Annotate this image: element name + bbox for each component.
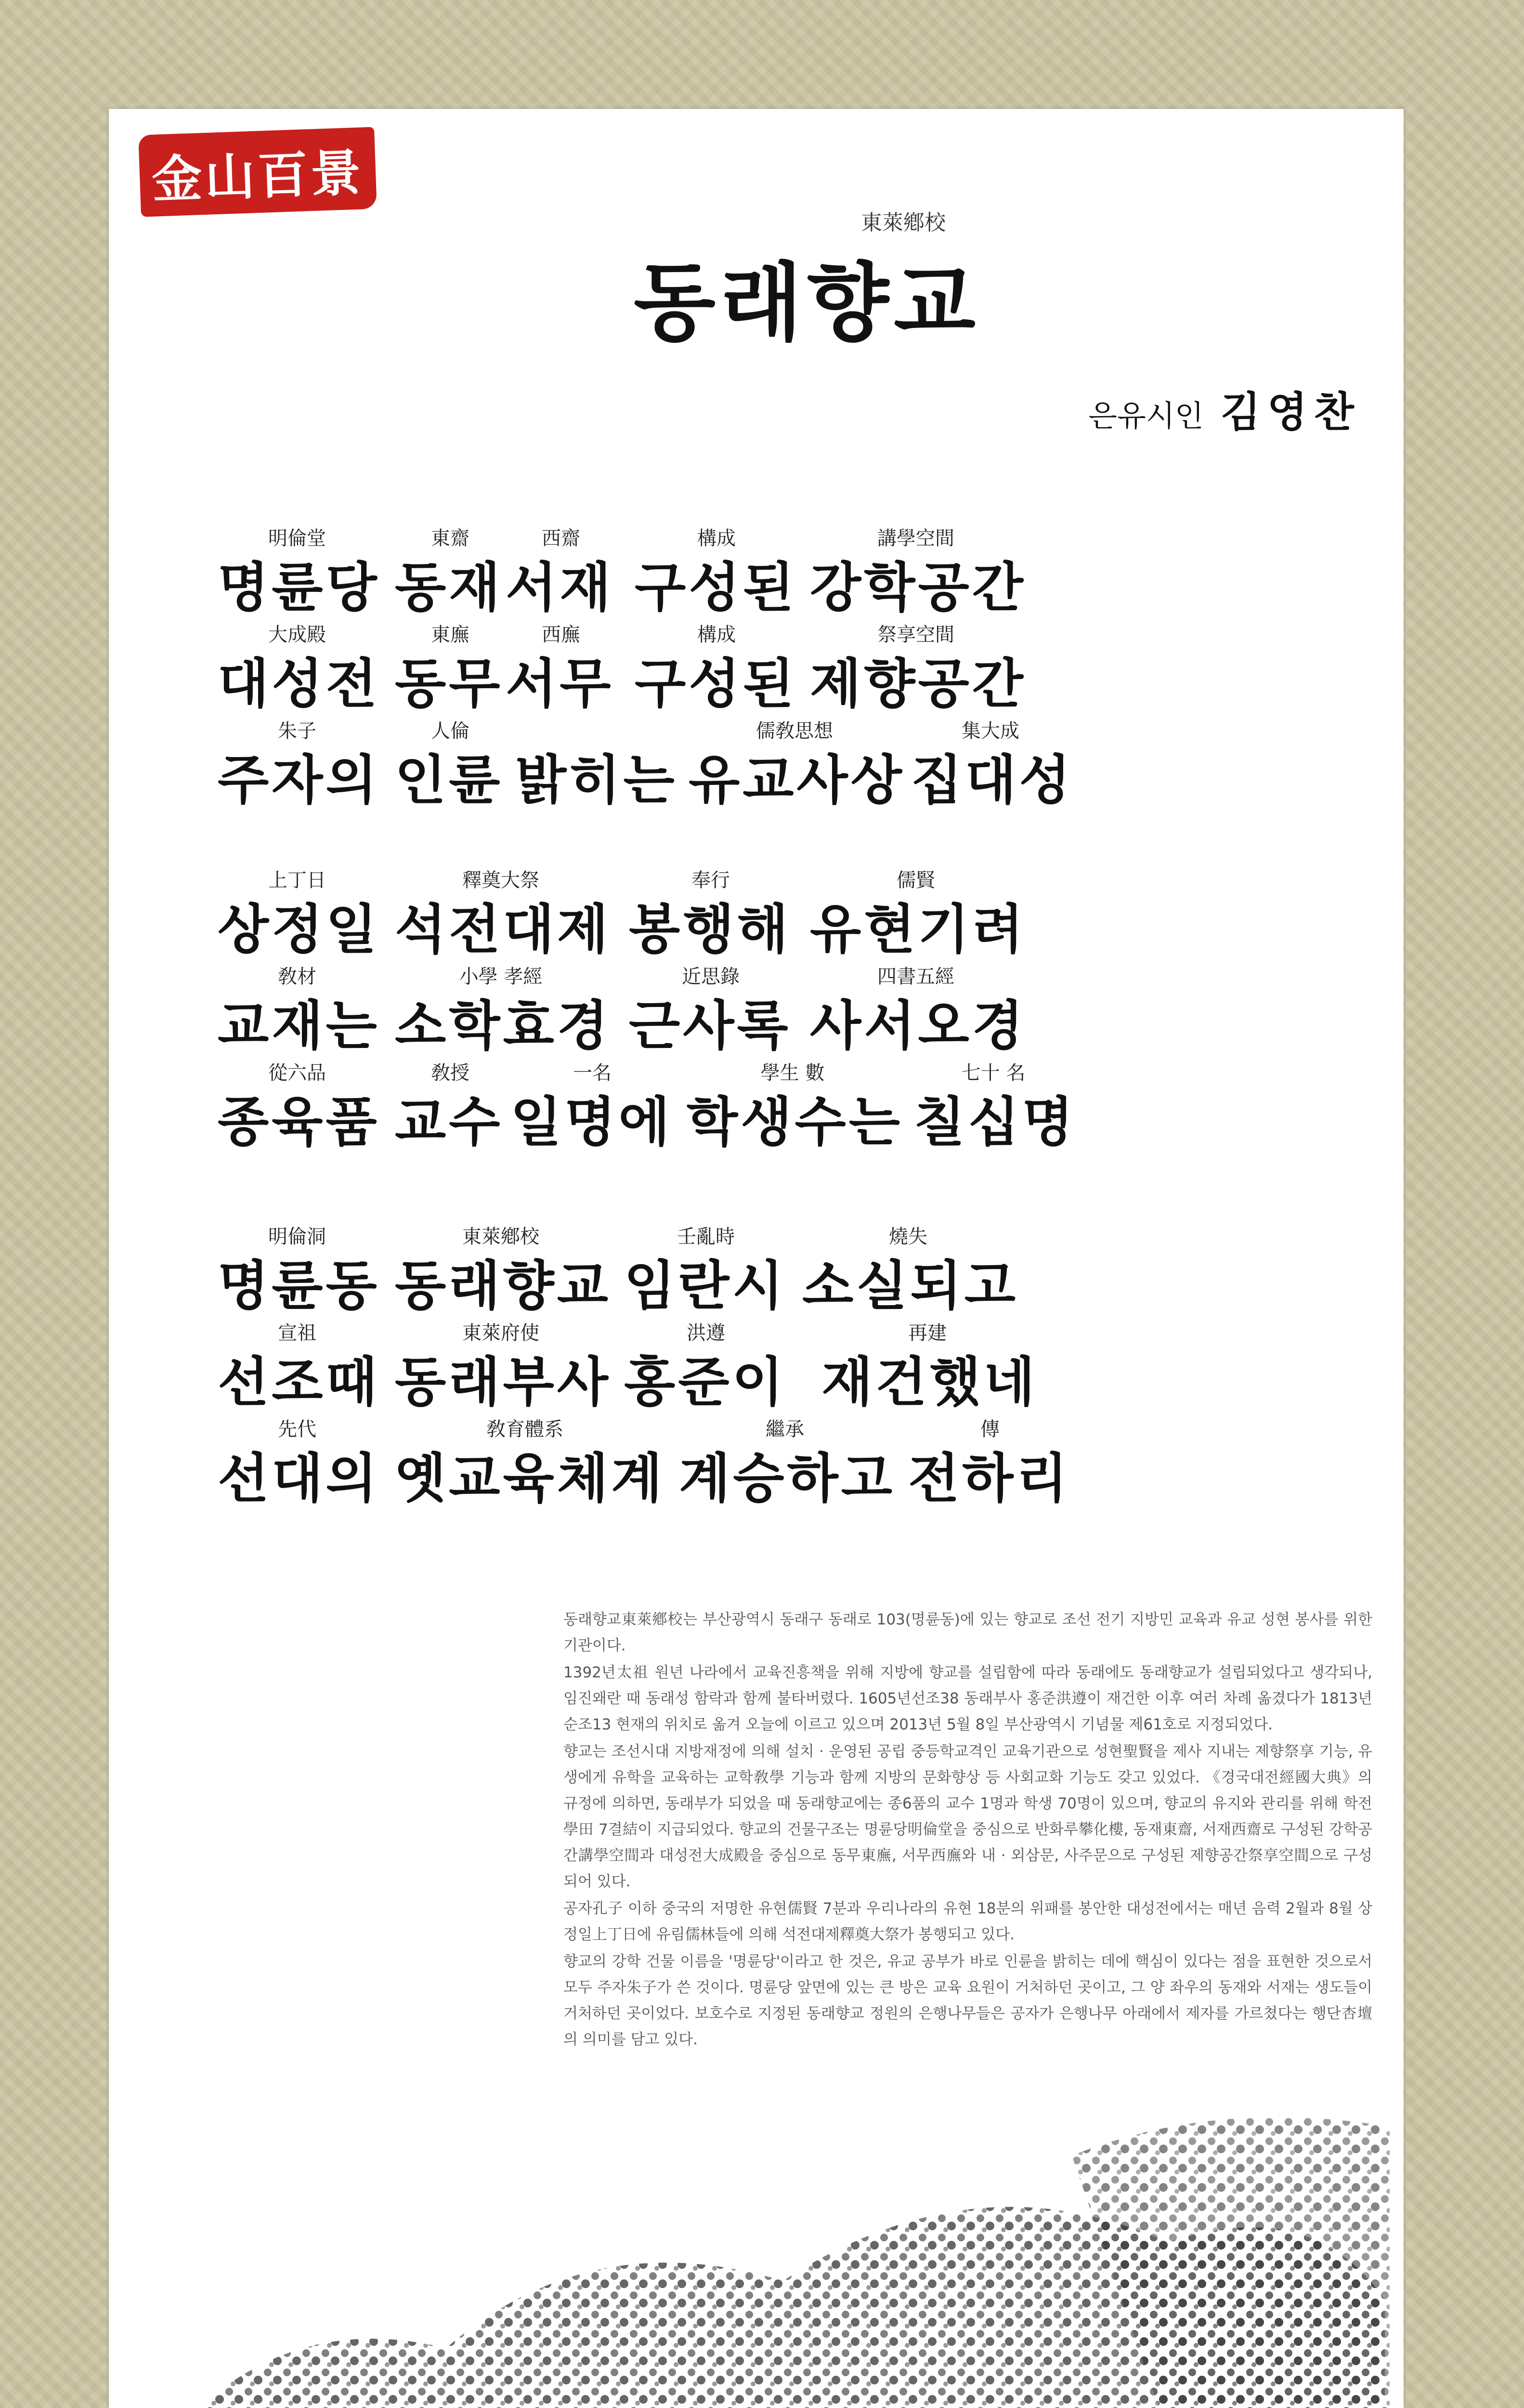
poem-line: [109, 1221, 1404, 1318]
poem-stanza-1: [109, 523, 1404, 812]
poem-word: 東齋 동재: [395, 527, 503, 618]
poem-word: 西廡 서무: [506, 624, 614, 715]
poem-word: 講學空間 강학공간: [810, 527, 1027, 618]
poem-word: 四書五經 사서오경: [810, 966, 1027, 1057]
poem-word: 近思錄 근사록: [629, 966, 791, 1057]
poem-word: 燒失 소실되고: [802, 1226, 1019, 1317]
series-logo-text: 金山百景: [151, 143, 365, 209]
poem-word: 東萊府使 동래부사: [395, 1322, 612, 1413]
poem-word: 西齋 서재: [506, 527, 614, 618]
poem-line: [109, 1414, 1404, 1510]
poem-line: [109, 523, 1404, 619]
poem-word: 敎授 교수: [395, 1062, 503, 1153]
poem-word: 明倫堂 명륜당: [218, 527, 380, 618]
hyanggyo-illustration: [109, 2098, 1404, 2408]
author-pen-name: 은유시인: [1088, 398, 1204, 433]
poem-word: 上丁日 상정일: [218, 869, 380, 960]
poem-word: 祭享空間 제향공간: [810, 624, 1027, 715]
poem-word: 先代 선대의: [218, 1418, 380, 1509]
poem-word: 洪遵 홍준이: [624, 1322, 786, 1413]
poem-word: 壬亂時 임란시: [624, 1226, 786, 1317]
poem-word: 朱子 주자의: [218, 720, 380, 811]
poem-word: 集大成 집대성: [911, 720, 1073, 811]
poem-word: 敎育體系 옛교육체계: [395, 1418, 665, 1509]
poem-line: [109, 1058, 1404, 1154]
description-paragraph: 향교의 강학 건물 이름을 '명륜당'이라고 한 것은, 유교 공부가 바로 인륜을 밝히는 데에 핵심이 있다는 점을 표현한 것으로서 모두 주자朱子가 쓴 것이다. 명륜당 앞면에 있는 큰 방은 교육 요원이 거처하던 곳이고, 그 양 좌우의 동재와 서재는 생도들이 거처하던 곳이었다. 보호수로 지정된 동래향교 정원의 은행나무들은 공자가 은행나무 아래에서 제자를 가르쳤다는 행단杏壇의 의미를 담고 있다.: [563, 1953, 1373, 2048]
series-logo: [138, 127, 377, 217]
poem-word: 奉行 봉행해: [629, 869, 791, 960]
description-paragraph: 1392년太祖 원년 나라에서 교육진흥책을 위해 지방에 향교를 설립함에 따라 동래에도 동래향교가 설립되었다고 생각되나, 임진왜란 때 동래성 함락과 함께 불타버렸다. 1605년선조38 동래부사 홍준洪遵이 재건한 이후 여러 차례 옮겼다가 1813년순조13 현재의 위치로 옮겨 오늘에 이르고 있으며 2013년 5월 8일 부산광역시 기념물 제61호로 지정되었다.: [563, 1664, 1372, 1733]
poem-line: [109, 1318, 1404, 1414]
poem-word: 學生 數 학생수는: [687, 1062, 903, 1153]
description-paragraph: 향교는 조선시대 지방재정에 의해 설치 · 운영된 공립 중등학교격인 교육기관으로 성현聖賢을 제사 지내는 제향祭享 기능, 유생에게 유학을 교육하는 교학敎學 기능과 함께 지방의 문화향상 등 사회교화 기능도 갖고 있었다. 《경국대전經國大典》의 규정에 의하면, 동래부가 되었을 때 동래향교에는 종6품의 교수 1명과 학생 70명이 있으며, 향교의 유지와 관리를 위해 학전學田 7결結이 지급되었다. 향교의 건물구조는 명륜당明倫堂을 중심으로 반화루攀化樓, 동재東齋, 서재西齋로 구성된 강학공간講學空間과 대성전大成殿을 중심으로 동무東廡, 서무西廡와 내 · 외삼문, 사주문으로 구성된 제향공간祭享空間으로 구성되어 있다.: [563, 1743, 1372, 1890]
poem-line: [109, 619, 1404, 716]
poem-word: 밝히는: [515, 749, 677, 811]
poem-word: 繼承 계승하고: [679, 1418, 896, 1509]
poem-word: 傳 전하리: [908, 1418, 1070, 1509]
description-paragraph: 공자孔子 이하 중국의 저명한 유현儒賢 7분과 우리나라의 유현 18분의 위패를 봉안한 대성전에서는 매년 음력 2월과 8월 상정일上丁日에 유림儒林들에 의해 석전대제釋奠大祭가 봉행되고 있다.: [563, 1900, 1372, 1943]
poem-word: 人倫 인륜: [395, 720, 503, 811]
poem-word: 東廡 동무: [395, 624, 503, 715]
poem-word: 從六品 종육품: [218, 1062, 380, 1153]
poem-word: 宣祖 선조때: [218, 1322, 380, 1413]
description-text: [563, 1607, 1372, 2054]
poem-line: [109, 865, 1404, 961]
description-paragraph: 동래향교東萊鄕校는 부산광역시 동래구 동래로 103(명륜동)에 있는 향교로 조선 전기 지방민 교육과 유교 성현 봉사를 위한 기관이다.: [563, 1611, 1372, 1654]
poem-word: 小學 孝經 소학효경: [395, 966, 612, 1057]
poem-word: 儒敎思想 유교사상: [689, 720, 905, 811]
poem-word: 七十 名 칠십명: [914, 1062, 1076, 1153]
poem-word: 構成 구성된: [635, 527, 797, 618]
poem-word: 構成 구성된: [635, 624, 797, 715]
page-title: 동래향교: [633, 254, 981, 353]
poem-word: 釋奠大祭 석전대제: [395, 869, 612, 960]
poem-word: 一名 일명에: [510, 1062, 673, 1153]
poem-word: 大成殿 대성전: [218, 624, 380, 715]
poem-line: [109, 961, 1404, 1058]
poem-word: 敎材 교재는: [218, 966, 380, 1057]
poem-stanza-3: [109, 1221, 1404, 1510]
title-hanja: 東萊鄕校: [861, 210, 946, 235]
poem-line: [109, 716, 1404, 812]
poster-paper: [109, 109, 1404, 2408]
author-line: [976, 379, 1361, 438]
poem-stanza-2: [109, 865, 1404, 1154]
poem-word: 再建 재건했네: [821, 1322, 1038, 1413]
author-name: 김영찬: [1220, 388, 1361, 436]
poem-word: 東萊鄕校 동래향교: [395, 1226, 612, 1317]
poem-word: 儒賢 유현기려: [810, 869, 1027, 960]
poem-word: 明倫洞 명륜동: [218, 1226, 380, 1317]
